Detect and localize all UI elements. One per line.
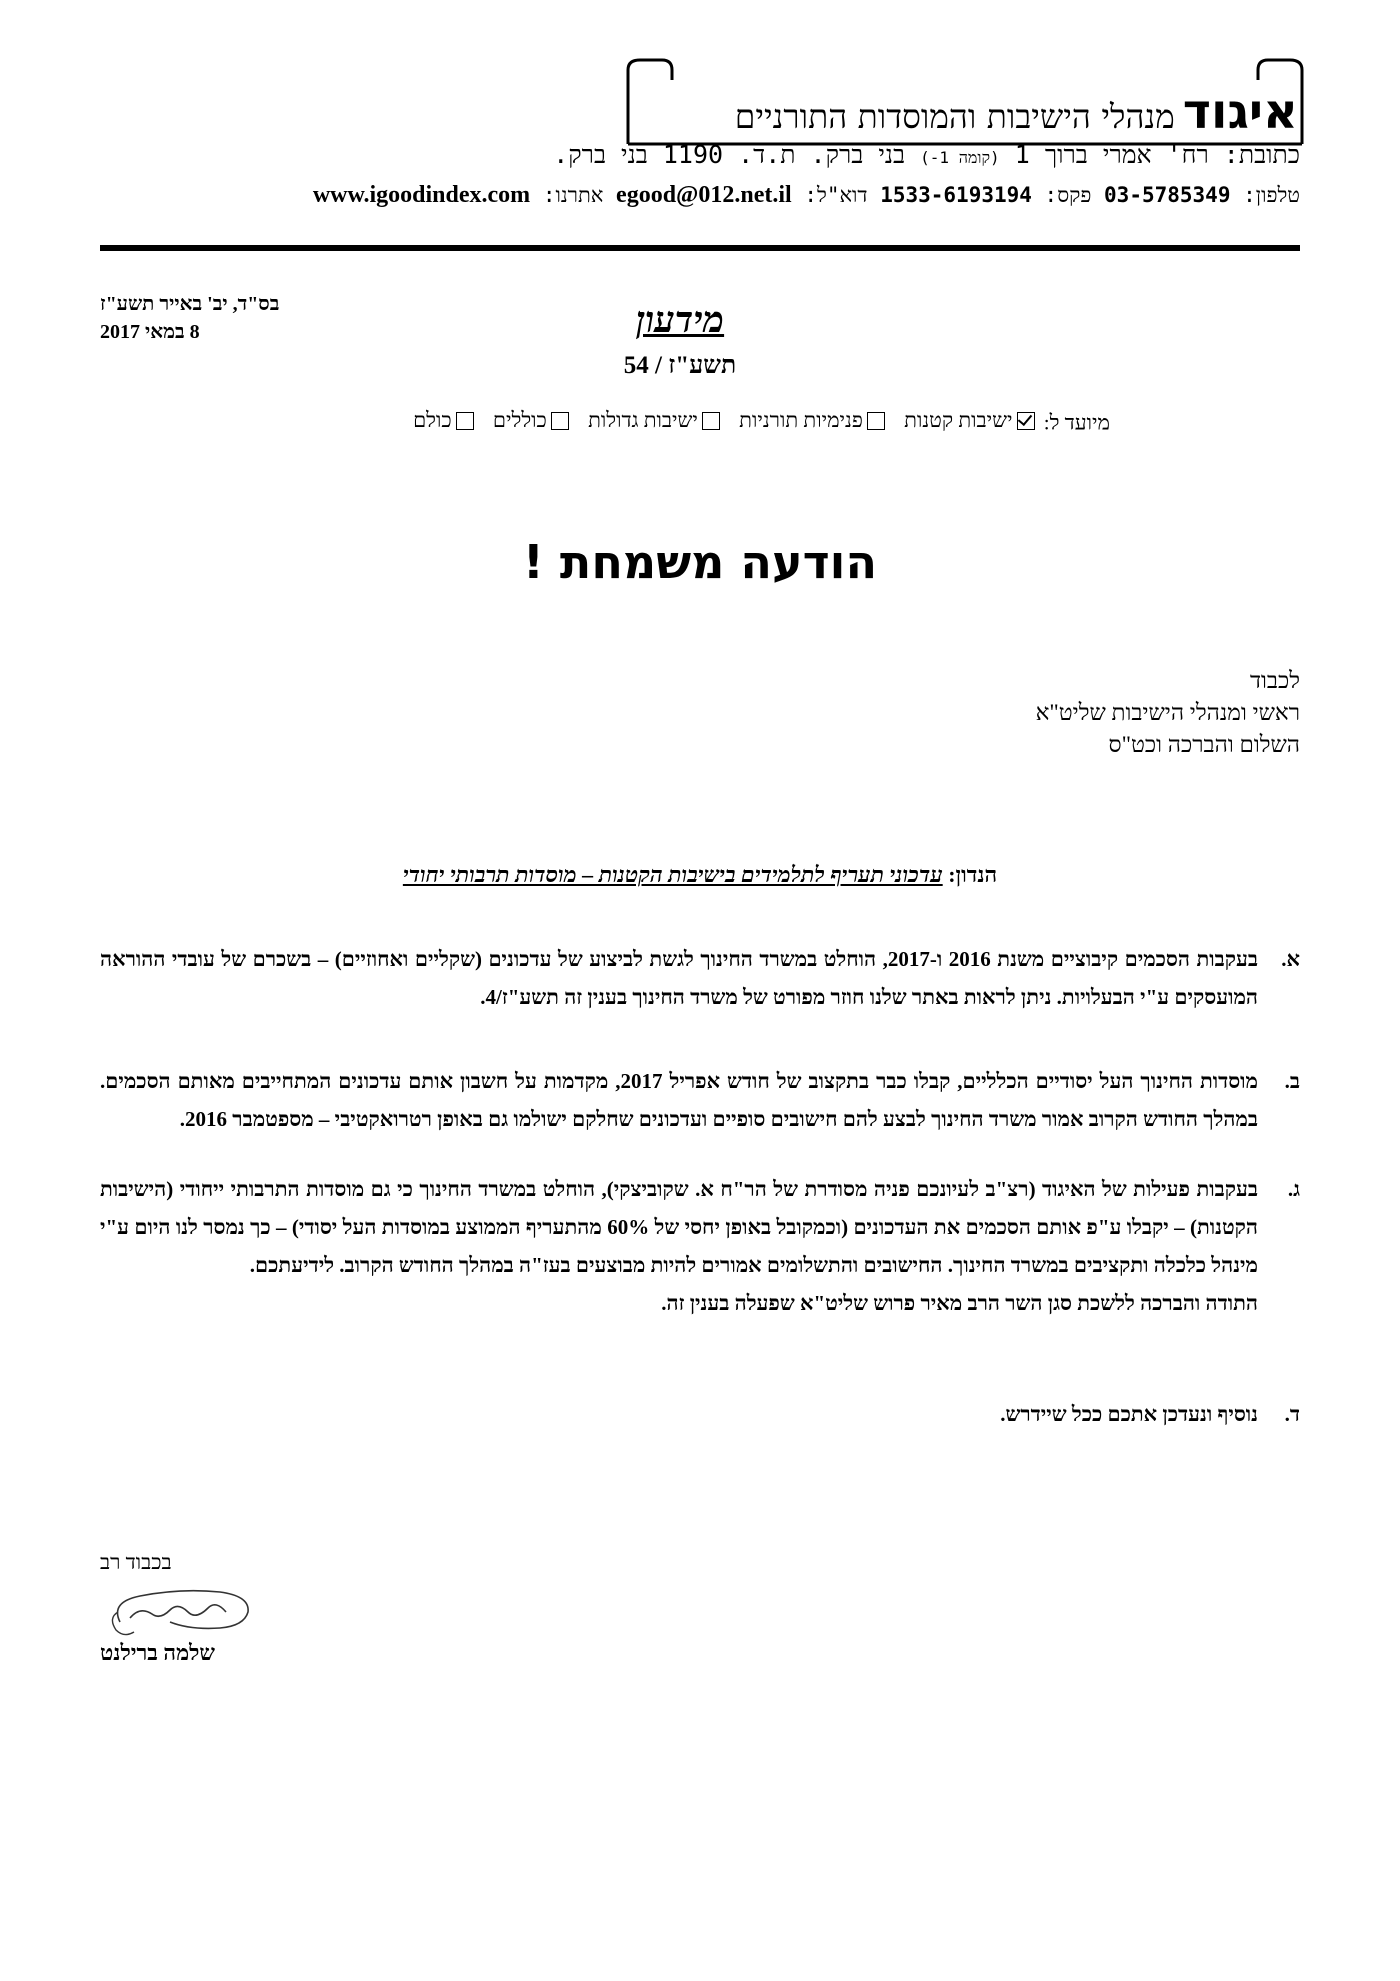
paragraph-text: בעקבות פעילות של האיגוד (רצ"ב לעיונכם פניה מסודרת של הר"ח א. שקוביצקי), הוחלט במשרד החינוך כי גם מוסדות התרבותי ייחודי (הישיבות הקטנות) – יקבלו ע"פ אותם הסכמים את העדכונים (וכמקובל באופן יחסי של 60% מהתעריף הממוצע במוסדות העל יסודי) – כך נמסר לנו היום ע"י מינהל כלכלה ותקציבים במשרד החינוך. החישובים והתשלומים אמורים להיות מבוצעים בעז"ה במהלך החודש הקרוב. לידיעתכם. — [100, 1177, 1259, 1277]
checkbox-icon — [702, 412, 720, 430]
header-divider — [100, 245, 1300, 251]
website-link[interactable]: www.igoodindex.com — [312, 182, 531, 208]
date-block — [100, 290, 360, 346]
paragraph-text: בעקבות הסכמים קיבוציים משנת 2016 ו-2017, הוחלט במשרד החינוך לגשת לביצוע של עדכונים (שקליים ואחוזיים) – בשכרם של עובדי ההוראה המועסקים ע"י הבעלויות. ניתן לראות באתר שלנו חוזר מפורט של משרד החינוך בענין זה תשע"ז/4. — [100, 947, 1259, 1009]
subject-label: הנדון: — [942, 862, 998, 887]
audience-option-all: כולם — [413, 408, 478, 433]
checkbox-icon — [551, 412, 569, 430]
paragraph-a — [100, 940, 1300, 1016]
org-short-name: איגוד — [1182, 84, 1298, 140]
fax-label: פקס: — [1031, 183, 1105, 207]
audience-option-small-yeshivot: ישיבות קטנות — [904, 408, 1038, 433]
site-label: אתרנו: — [530, 183, 617, 207]
paragraph-b — [100, 1062, 1300, 1138]
paragraph-marker: ד. — [1284, 1402, 1300, 1426]
email-label: דוא"ל: — [791, 183, 881, 207]
paragraph-text: מוסדות החינוך העל יסודיים הכלליים, קבלו כבר בתקצוב של חודש אפריל 2017, מקדמות על חשבון אותם עדכונים המתחייבים מאותם הסכמים. במהלך החודש הקרוב אמור משרד החינוך לבצע להם חישובים סופיים ועדכונים שחלקם ישולמו גם באופן רטרואקטיבי – מספטמבר 2016. — [100, 1069, 1258, 1131]
signer-name: שלמה ברילנט — [100, 1640, 215, 1665]
closing-regards: בכבוד רב — [100, 1550, 172, 1574]
email-link[interactable]: egood@012.net.il — [616, 182, 792, 208]
address-prefix: כתובת: רח' אמרי ברוך 1 — [999, 140, 1300, 169]
audience-option-large-yeshivot: ישיבות גדולות — [588, 408, 724, 433]
bulletin-title-block — [560, 300, 800, 380]
paragraph-c — [100, 1170, 1300, 1322]
subject-text: עדכוני תעריף לתלמידים בישיבות הקטנות – מוסדות תרבותי יחודי — [402, 862, 943, 887]
address-suffix: בני ברק. ת.ד. 1190 בני ברק. — [553, 140, 921, 169]
org-full-name: מנהלי הישיבות והמוסדות התורניים — [734, 97, 1175, 136]
bulletin-number: תשע"ז / 54 — [623, 352, 737, 379]
paragraph-marker: ב. — [1284, 1069, 1300, 1093]
paragraph-d — [100, 1395, 1300, 1433]
address-floor: (קומה 1-) — [920, 148, 1000, 167]
greeting-line-2: ראשי ומנהלי הישיבות שליט"א — [1035, 700, 1300, 725]
audience-option-boarding: פנימיות תורניות — [739, 408, 889, 433]
checkbox-icon — [867, 412, 885, 430]
handwritten-signature — [100, 1582, 260, 1642]
paragraph-thanks: התודה והברכה ללשכת סגן השר הרב מאיר פרוש שליט"א שפעלה בענין זה. — [661, 1291, 1258, 1315]
greeting-line-3: השלום והברכה וכט"ס — [1108, 732, 1300, 757]
fax-number: 1533-6193194 — [880, 183, 1032, 207]
paragraph-text: נוסיף ונעדכן אתכם ככל שיידרש. — [1000, 1402, 1258, 1426]
headline: הודעה משמחת ! — [522, 535, 878, 589]
audience-option-kollelim: כוללים — [493, 408, 573, 433]
bulletin-name: מידעון — [635, 300, 725, 340]
checkbox-icon — [456, 412, 474, 430]
address-line — [300, 140, 1300, 170]
phone-label: טלפון: — [1230, 183, 1300, 207]
greeting-block — [700, 665, 1300, 761]
checked-box-icon — [1017, 412, 1035, 430]
audience-label: מיועד ל: — [1043, 410, 1110, 435]
org-name-line — [632, 84, 1298, 144]
subject-line — [300, 862, 1100, 888]
audience-checklist — [290, 408, 1110, 436]
hebrew-date: בס"ד, יב' באייר תשע"ז — [100, 293, 280, 315]
phone-number: 03-5785349 — [1104, 183, 1231, 207]
greeting-line-1: לכבוד — [1249, 668, 1300, 693]
paragraph-marker: א. — [1281, 947, 1300, 971]
paragraph-marker: ג. — [1287, 1177, 1300, 1201]
contact-line — [40, 182, 1300, 209]
gregorian-date: 8 במאי 2017 — [100, 321, 200, 343]
